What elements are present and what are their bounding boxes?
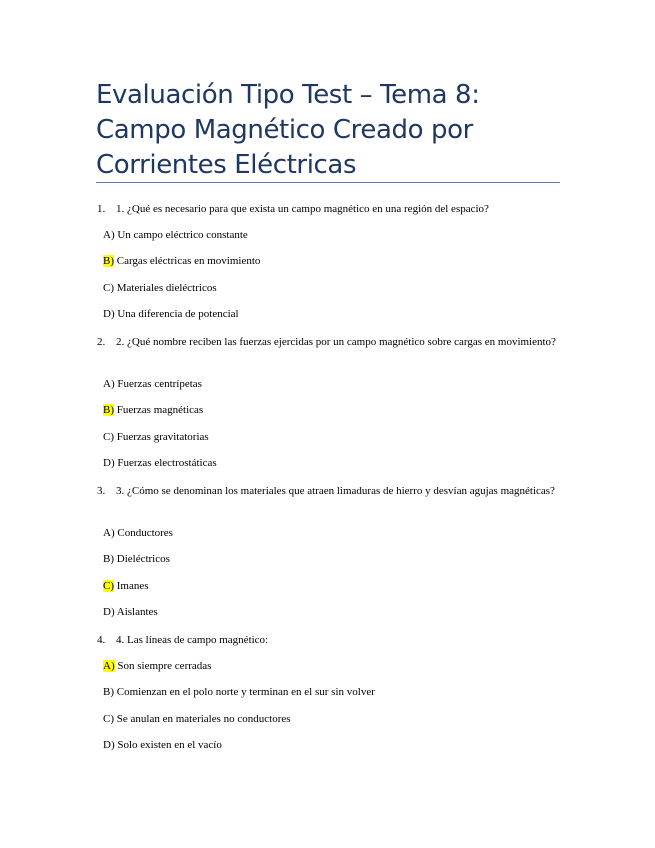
- option-3b: [103, 552, 170, 566]
- option-letter-highlighted: C): [103, 580, 114, 592]
- option-2d: [103, 456, 217, 470]
- option-letter-highlighted: A): [103, 660, 115, 672]
- option-text: Materiales dieléctricos: [114, 282, 217, 294]
- question-number: 3.: [97, 485, 106, 497]
- option-text: Una diferencia de potencial: [114, 308, 239, 320]
- question-number: 2.: [97, 336, 106, 348]
- option-text: Dieléctricos: [114, 553, 170, 565]
- option-text: Un campo eléctrico constante: [114, 229, 248, 241]
- option-text: Cargas eléctricas en movimiento: [114, 255, 261, 267]
- option-3a: [103, 526, 173, 540]
- option-letter: A): [103, 378, 115, 390]
- option-letter: A): [103, 527, 115, 539]
- option-letter: D): [103, 606, 115, 618]
- option-4d: [103, 738, 222, 752]
- option-letter: B): [103, 553, 114, 565]
- option-4a: [103, 659, 211, 673]
- option-text: Imanes: [114, 580, 149, 592]
- question-text: 1. ¿Qué es necesario para que exista un campo magnético en una región del espacio?: [116, 203, 489, 215]
- option-2a: [103, 377, 202, 391]
- option-text: Comienzan en el polo norte y terminan en el sur sin volver: [114, 686, 375, 698]
- question-number: 4.: [97, 634, 106, 646]
- option-3c: [103, 579, 149, 593]
- question-text: 4. Las líneas de campo magnético:: [116, 634, 269, 646]
- option-text: Fuerzas gravitatorias: [114, 431, 209, 443]
- option-letter: B): [103, 686, 114, 698]
- option-1c: [103, 281, 217, 295]
- option-text: Se anulan en materiales no conductores: [114, 713, 291, 725]
- option-letter: C): [103, 713, 114, 725]
- option-text: Aislantes: [114, 606, 158, 618]
- option-text: Fuerzas centrípetas: [114, 378, 202, 390]
- question-text: 2. ¿Qué nombre reciben las fuerzas ejercidas por un campo magnético sobre cargas en movimiento?: [116, 336, 556, 348]
- option-text: Son siempre cerradas: [114, 660, 212, 672]
- option-letter: D): [103, 308, 115, 320]
- option-letter-highlighted: B): [103, 255, 114, 267]
- option-2b: [103, 403, 203, 417]
- option-text: Solo existen en el vacío: [114, 739, 222, 751]
- title-divider: [96, 182, 560, 183]
- option-text: Conductores: [114, 527, 173, 539]
- option-letter: C): [103, 431, 114, 443]
- question-text: 3. ¿Cómo se denominan los materiales que atraen limaduras de hierro y desvían agujas magnéticas?: [116, 485, 555, 497]
- option-text: Fuerzas magnéticas: [114, 404, 204, 416]
- option-3d: [103, 605, 158, 619]
- option-4b: [103, 685, 375, 699]
- option-letter: D): [103, 457, 115, 469]
- option-letter: A): [103, 229, 115, 241]
- option-1a: [103, 228, 248, 242]
- option-text: Fuerzas electrostáticas: [114, 457, 217, 469]
- option-1d: [103, 307, 239, 321]
- option-letter: C): [103, 282, 114, 294]
- option-letter-highlighted: B): [103, 404, 114, 416]
- document-title: Evaluación Tipo Test – Tema 8: Campo Magnético Creado por Corrientes Eléctricas: [96, 80, 480, 180]
- option-1b: [103, 254, 260, 268]
- option-letter: D): [103, 739, 115, 751]
- option-2c: [103, 430, 209, 444]
- question-number: 1.: [97, 203, 106, 215]
- option-4c: [103, 712, 291, 726]
